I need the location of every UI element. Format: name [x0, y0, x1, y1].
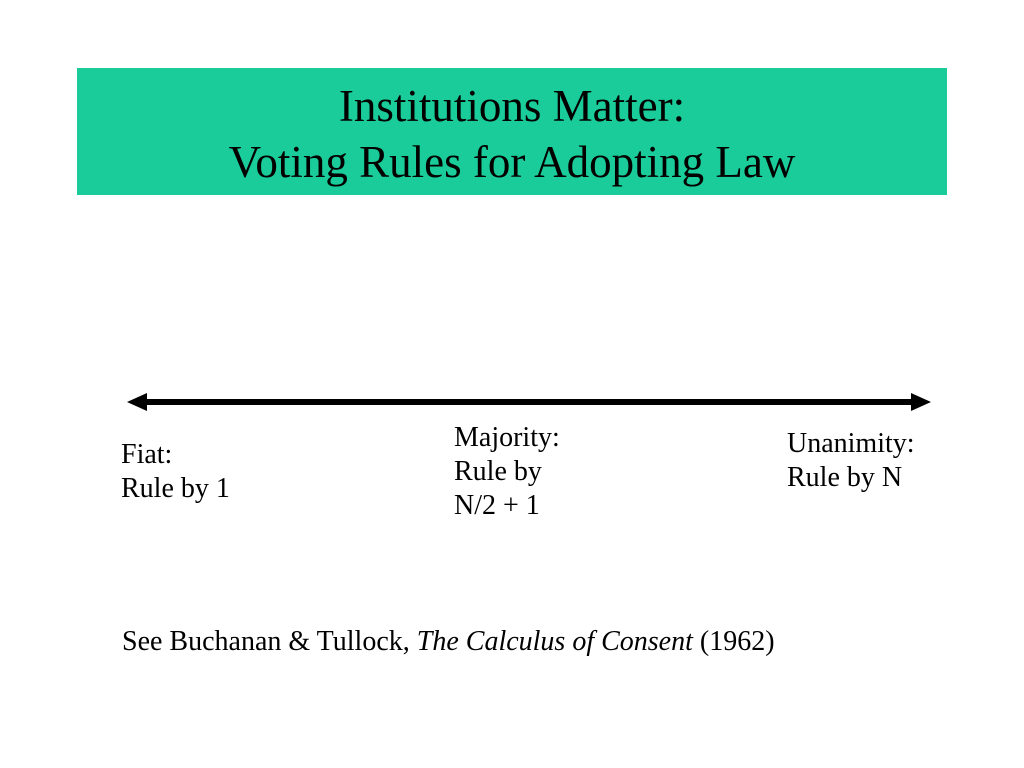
fiat-name: Fiat:	[121, 439, 173, 470]
citation-book-title: The Calculus of Consent	[416, 626, 693, 657]
unanimity-rule: Rule by N	[787, 462, 903, 493]
title-line-2: Voting Rules for Adopting Law	[228, 137, 796, 187]
citation-suffix: (1962)	[692, 626, 775, 657]
citation	[122, 624, 775, 660]
title-line-1: Institutions Matter:	[338, 81, 686, 131]
fiat-rule: Rule by 1	[121, 473, 230, 504]
fiat-label	[121, 438, 230, 506]
citation-prefix: See Buchanan & Tullock,	[122, 626, 417, 657]
majority-label	[454, 421, 560, 523]
majority-rule-line-1: Rule by	[454, 456, 542, 487]
majority-rule-line-2: N/2 + 1	[454, 490, 540, 521]
voting-rule-spectrum-arrow	[125, 387, 933, 417]
title-banner	[77, 68, 947, 195]
unanimity-name: Unanimity:	[787, 428, 915, 459]
unanimity-label	[787, 427, 915, 495]
majority-name: Majority:	[454, 422, 560, 453]
left-arrowhead	[127, 393, 147, 411]
right-arrowhead	[911, 393, 931, 411]
